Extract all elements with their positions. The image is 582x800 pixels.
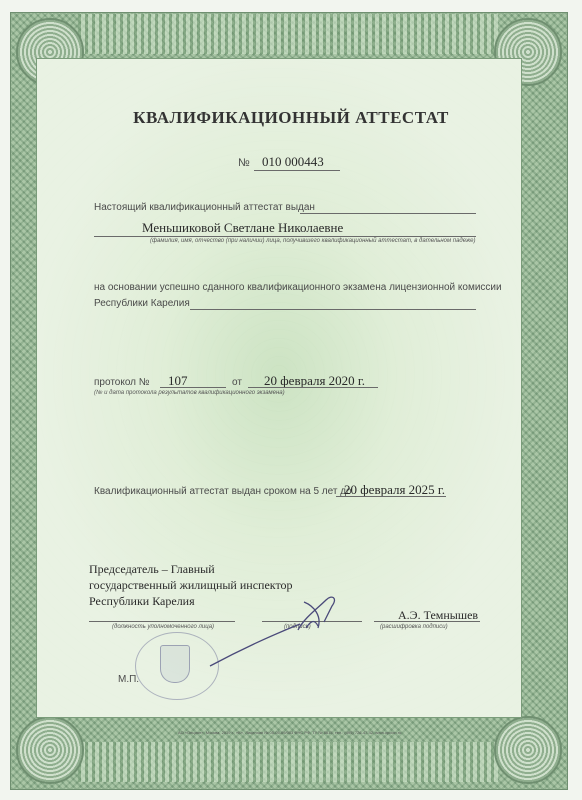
protocol-number: 107 xyxy=(168,373,188,388)
recipient-underline xyxy=(94,236,476,237)
bottom-guilloche-band xyxy=(78,742,498,782)
protocol-from-label: от xyxy=(232,377,242,388)
validity-date: 20 февраля 2025 г. xyxy=(344,482,446,497)
position-caption: (должность уполномоченного лица) xyxy=(112,624,215,630)
validity-underline xyxy=(336,496,446,497)
basis-underline xyxy=(190,309,476,310)
signatory-title-line-2: государственный жилищный инспектор xyxy=(89,578,293,592)
number-prefix: № xyxy=(238,157,250,169)
recipient-caption: (фамилия, имя, отчество (при наличии) лица, получившего квалификационный аттестат, в дательном падеже) xyxy=(150,238,476,244)
issued-to-underline xyxy=(300,213,476,214)
number-underline xyxy=(254,170,340,171)
signer-name: А.Э. Темнышев xyxy=(398,608,479,622)
issued-to-label: Настоящий квалификационный аттестат выдан xyxy=(94,202,315,213)
seal-label: М.П. xyxy=(118,674,140,685)
protocol-caption: (№ и дата протокола результатов квалификационного экзамена) xyxy=(94,390,285,396)
recipient-name: Меньшиковой Светлане Николаевне xyxy=(142,220,344,235)
printer-note: АО «Опцион», Москва, 2019 г., «Б», Лицензия № 05-05-09/003 ФНС РФ, ТУ № 5815, тел.: (495) 726-47-42, www.opcion.ru xyxy=(178,730,402,735)
certificate-number: 010 000443 xyxy=(262,154,324,169)
seal-emblem xyxy=(160,645,190,683)
basis-line-2: Республики Карелия xyxy=(94,298,190,309)
protocol-number-underline xyxy=(160,387,226,388)
signatory-title-line-3: Республики Карелия xyxy=(89,594,195,608)
protocol-label: протокол № xyxy=(94,377,150,388)
protocol-date: 20 февраля 2020 г. xyxy=(264,373,366,388)
signature-caption: (подпись) xyxy=(284,624,311,630)
certificate-title: КВАЛИФИКАЦИОННЫЙ АТТЕСТАТ xyxy=(133,108,449,127)
signatory-title-line-1: Председатель – Главный xyxy=(89,562,215,576)
handwritten-signature xyxy=(200,588,350,678)
protocol-date-underline xyxy=(248,387,378,388)
corner-rosette-bottom-right xyxy=(494,716,562,784)
corner-rosette-bottom-left xyxy=(16,716,84,784)
decoding-caption: (расшифровка подписи) xyxy=(380,624,448,630)
validity-label: Квалификационный аттестат выдан сроком на 5 лет до xyxy=(94,486,352,497)
top-guilloche-band xyxy=(78,14,498,54)
basis-line-1: на основании успешно сданного квалификационного экзамена лицензионной комиссии xyxy=(94,282,502,293)
signer-underline xyxy=(374,621,480,622)
